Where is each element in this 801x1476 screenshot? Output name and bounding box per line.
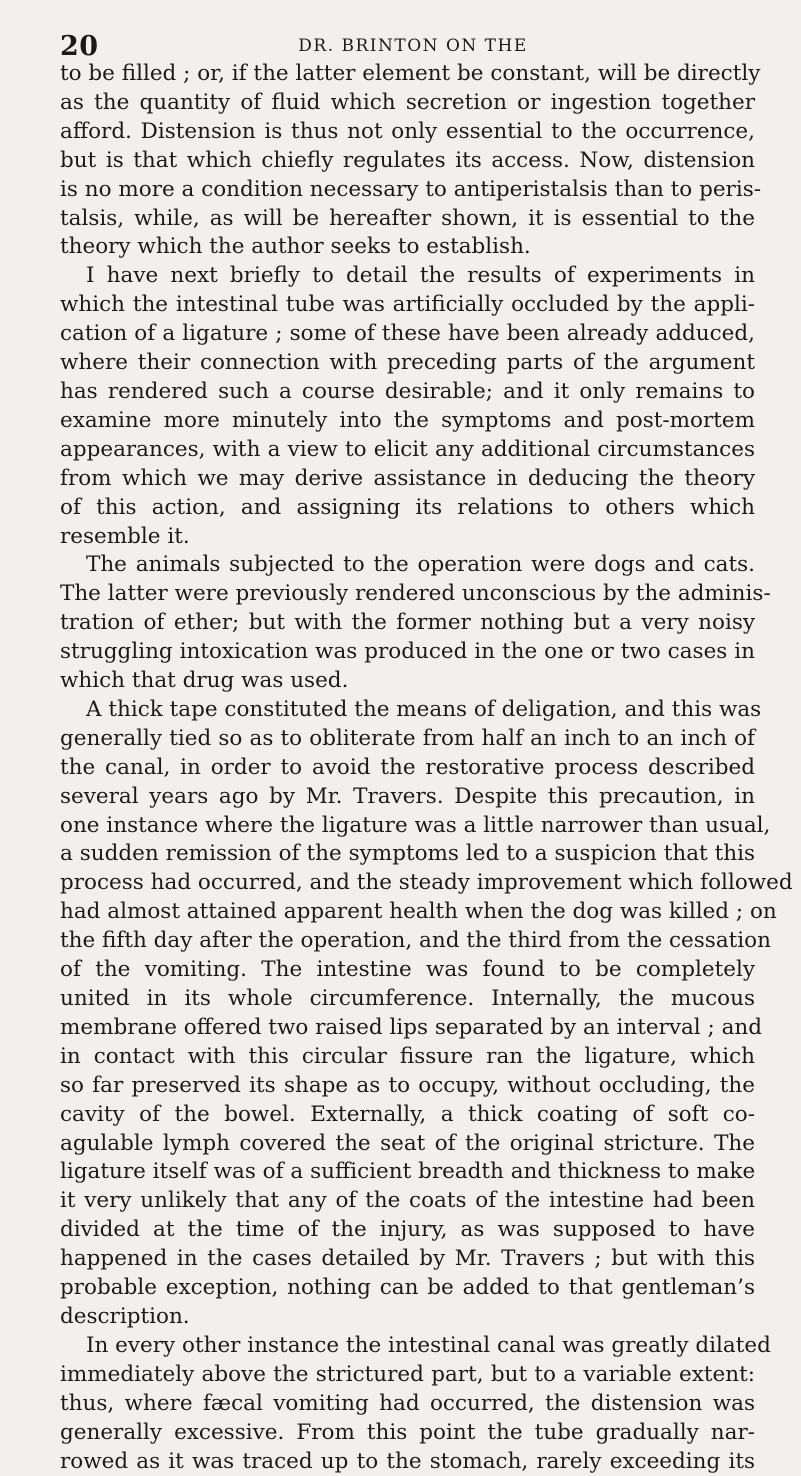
text-line: struggling intoxication was produced in the one or two cases in — [60, 638, 755, 667]
text-line: cation of a ligature ; some of these have been already adduced, — [60, 320, 755, 349]
text-line: had almost attained apparent health when the dog was killed ; on — [60, 898, 755, 927]
text-line: as the quantity of fluid which secretion or ingestion together — [60, 89, 755, 118]
text-line: I have next briefly to detail the results of experiments in — [60, 262, 755, 291]
text-line: of the vomiting. The intestine was found to be completely — [60, 956, 755, 985]
page-number: 20 — [60, 31, 99, 62]
text-line: talsis, while, as will be hereafter shown, it is essential to the — [60, 205, 755, 234]
text-line: ligature itself was of a sufficient breadth and thickness to make — [60, 1158, 755, 1187]
text-line: the canal, in order to avoid the restorative process described — [60, 754, 755, 783]
paragraph — [60, 1332, 755, 1476]
text-line: probable exception, nothing can be added to that gentleman’s — [60, 1274, 755, 1303]
text-line: in contact with this circular fissure ran the ligature, which — [60, 1043, 755, 1072]
text-line: agulable lymph covered the seat of the original stricture. The — [60, 1130, 755, 1159]
text-line: of this action, and assigning its relations to others which — [60, 494, 755, 523]
text-line: examine more minutely into the symptoms and post-mortem — [60, 407, 755, 436]
text-line: so far preserved its shape as to occupy, without occluding, the — [60, 1072, 755, 1101]
text-line: tration of ether; but with the former nothing but a very noisy — [60, 609, 755, 638]
text-line: process had occurred, and the steady improvement which followed — [60, 869, 755, 898]
text-line: has rendered such a course desirable; and it only remains to — [60, 378, 755, 407]
text-line: thus, where fæcal vomiting had occurred, the distension was — [60, 1390, 755, 1419]
text-line: it very unlikely that any of the coats of the intestine had been — [60, 1187, 755, 1216]
text-line: is no more a condition necessary to antiperistalsis than to peris- — [60, 176, 755, 205]
text-line: which the intestinal tube was artificially occluded by the appli- — [60, 291, 755, 320]
text-line: which that drug was used. — [60, 667, 755, 696]
text-line: A thick tape constituted the means of deligation, and this was — [60, 696, 755, 725]
text-line: a sudden remission of the symptoms led to a suspicion that this — [60, 840, 755, 869]
text-line: happened in the cases detailed by Mr. Travers ; but with this — [60, 1245, 755, 1274]
text-line: immediately above the strictured part, but to a variable extent: — [60, 1361, 755, 1390]
text-line: appearances, with a view to elicit any additional circumstances — [60, 436, 755, 465]
body-text — [60, 60, 755, 1476]
text-line: divided at the time of the injury, as was supposed to have — [60, 1216, 755, 1245]
text-line: rowed as it was traced up to the stomach, rarely exceeding its — [60, 1448, 755, 1476]
text-line: one instance where the ligature was a little narrower than usual, — [60, 812, 755, 841]
text-line: generally excessive. From this point the tube gradually nar- — [60, 1419, 755, 1448]
text-line: where their connection with preceding parts of the argument — [60, 349, 755, 378]
text-line: the fifth day after the operation, and the third from the cessation — [60, 927, 755, 956]
running-title: DR. BRINTON ON THE — [0, 36, 801, 56]
text-line: afford. Distension is thus not only essential to the occurrence, — [60, 118, 755, 147]
paragraph — [60, 262, 755, 551]
text-line: resemble it. — [60, 523, 755, 552]
text-line: description. — [60, 1303, 755, 1332]
text-line: The latter were previously rendered unconscious by the adminis- — [60, 580, 755, 609]
text-line: but is that which chiefly regulates its access. Now, distension — [60, 147, 755, 176]
text-line: generally tied so as to obliterate from half an inch to an inch of — [60, 725, 755, 754]
text-line: from which we may derive assistance in deducing the theory — [60, 465, 755, 494]
text-line: In every other instance the intestinal canal was greatly dilated — [60, 1332, 755, 1361]
text-line: several years ago by Mr. Travers. Despite this precaution, in — [60, 783, 755, 812]
paragraph — [60, 551, 755, 696]
text-line: cavity of the bowel. Externally, a thick coating of soft co- — [60, 1101, 755, 1130]
text-line: to be filled ; or, if the latter element be constant, will be directly — [60, 60, 755, 89]
paragraph — [60, 696, 755, 1332]
text-line: The animals subjected to the operation were dogs and cats. — [60, 551, 755, 580]
text-line: membrane offered two raised lips separated by an interval ; and — [60, 1014, 755, 1043]
text-line: theory which the author seeks to establish. — [60, 233, 755, 262]
text-line: united in its whole circumference. Internally, the mucous — [60, 985, 755, 1014]
paragraph — [60, 60, 755, 262]
